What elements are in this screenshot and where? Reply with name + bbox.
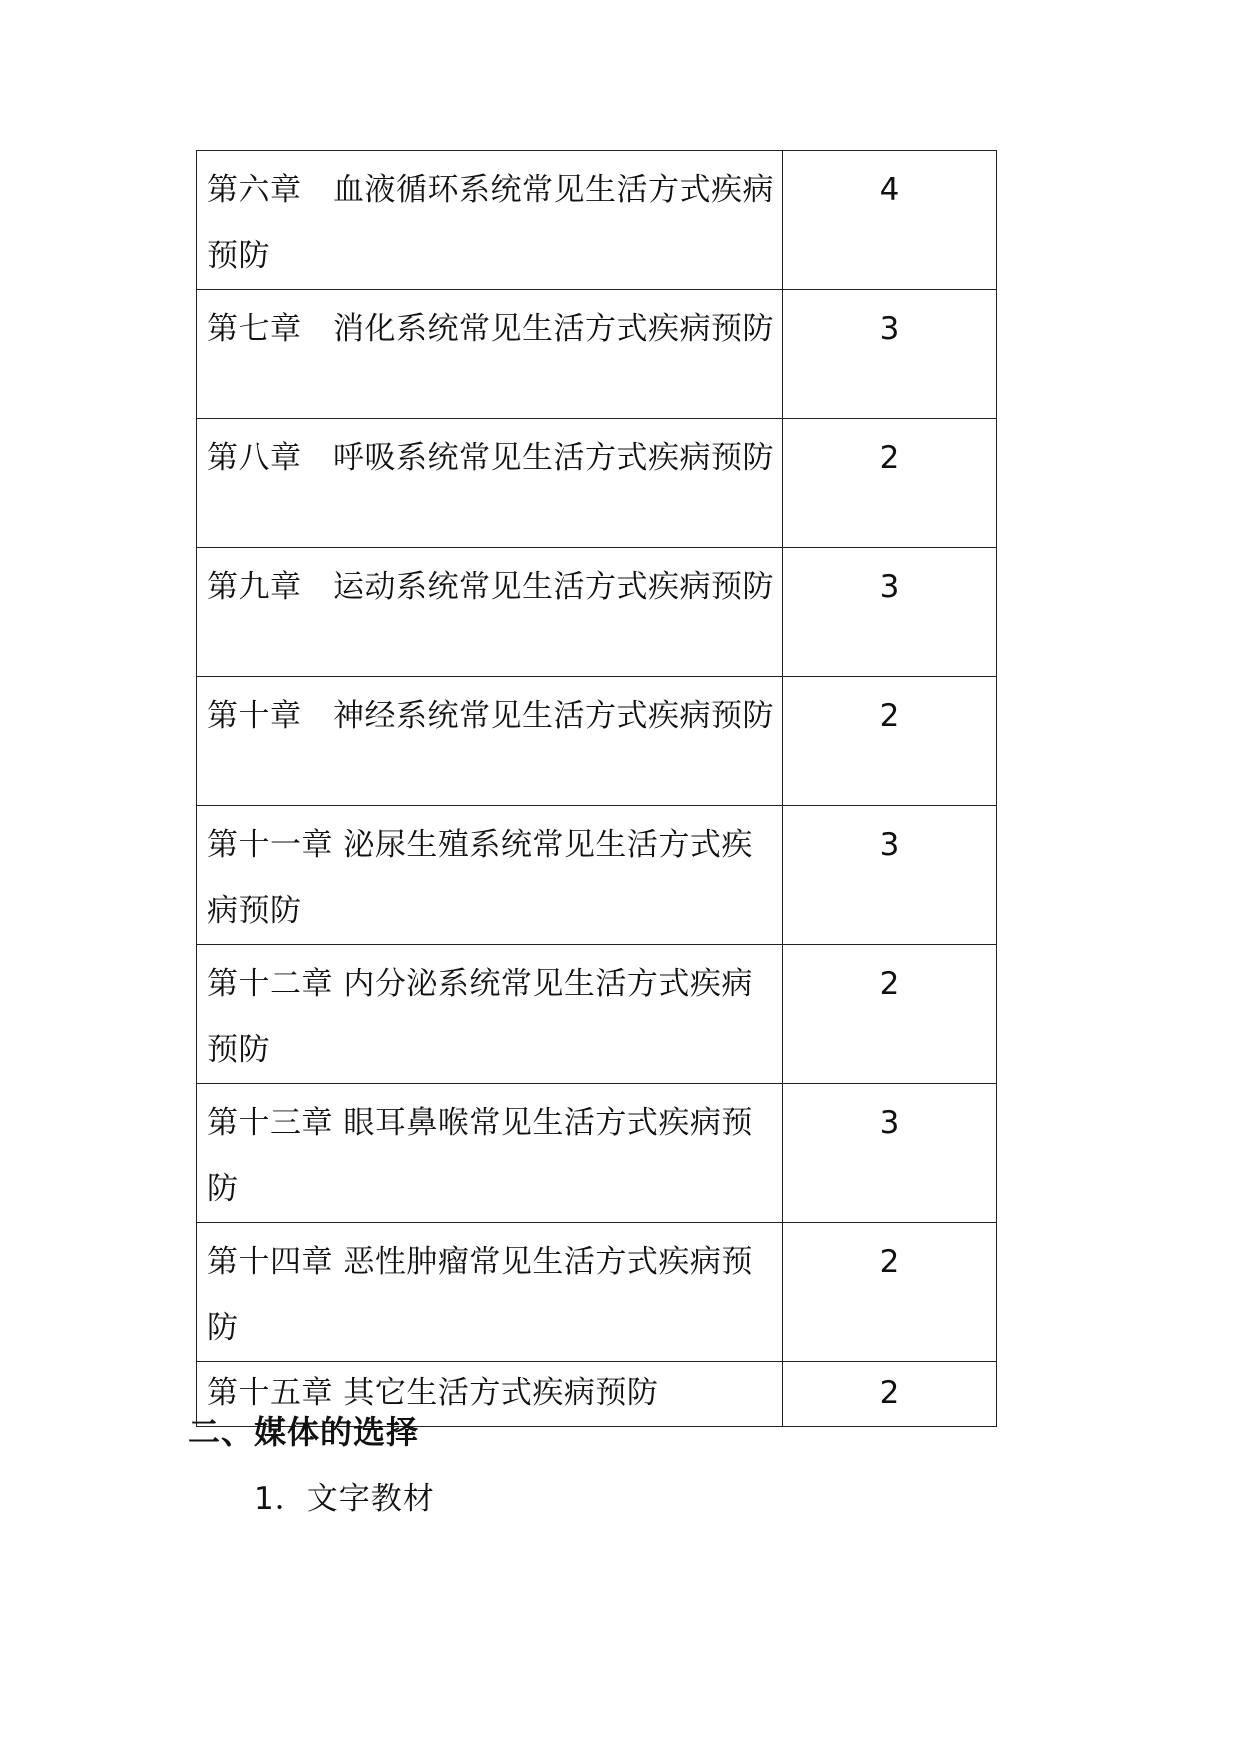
hours-cell: 2 <box>783 677 997 806</box>
chapter-title: 眼耳鼻喉常见生活方式疾病预防 <box>207 1105 753 1207</box>
chapter-number: 第九章 <box>207 569 302 605</box>
table-row <box>197 945 997 1084</box>
chapter-number: 第七章 <box>207 311 302 347</box>
table-row <box>197 548 997 677</box>
section-heading: 二、媒体的选择 <box>188 1413 420 1451</box>
hours-cell: 2 <box>783 1223 997 1362</box>
chapter-cell <box>197 290 783 419</box>
chapter-number: 第十二章 <box>207 966 333 1002</box>
chapter-number: 第六章 <box>207 172 302 208</box>
chapter-title: 内分泌系统常见生活方式疾病预防 <box>207 966 753 1068</box>
chapter-title: 血液循环系统常见生活方式疾病预防 <box>207 172 774 274</box>
list-item: 1．文字教材 <box>254 1481 435 1517</box>
chapter-number: 第十四章 <box>207 1244 333 1280</box>
chapter-number: 第八章 <box>207 440 302 476</box>
table-row <box>197 151 997 290</box>
hours-cell: 3 <box>783 1084 997 1223</box>
hours-cell: 4 <box>783 151 997 290</box>
chapter-cell <box>197 806 783 945</box>
chapter-number: 第十五章 <box>207 1375 333 1411</box>
table-row <box>197 1223 997 1362</box>
hours-cell: 2 <box>783 419 997 548</box>
hours-cell: 3 <box>783 290 997 419</box>
table-row <box>197 806 997 945</box>
hours-cell: 2 <box>783 945 997 1084</box>
chapter-title: 神经系统常见生活方式疾病预防 <box>333 698 774 734</box>
chapter-title: 恶性肿瘤常见生活方式疾病预防 <box>207 1244 753 1346</box>
chapter-cell <box>197 548 783 677</box>
hours-cell: 2 <box>783 1362 997 1427</box>
chapter-cell <box>197 151 783 290</box>
table-row <box>197 419 997 548</box>
hours-cell: 3 <box>783 548 997 677</box>
chapter-title: 消化系统常见生活方式疾病预防 <box>333 311 774 347</box>
chapter-hours-table <box>196 150 997 1427</box>
chapter-cell <box>197 1084 783 1223</box>
chapter-title: 运动系统常见生活方式疾病预防 <box>333 569 774 605</box>
table-row <box>197 290 997 419</box>
chapter-title: 呼吸系统常见生活方式疾病预防 <box>333 440 774 476</box>
chapter-cell <box>197 1223 783 1362</box>
chapter-title: 其它生活方式疾病预防 <box>343 1375 659 1411</box>
table-row <box>197 677 997 806</box>
chapter-title: 泌尿生殖系统常见生活方式疾病预防 <box>207 827 753 929</box>
hours-cell: 3 <box>783 806 997 945</box>
chapter-number: 第十一章 <box>207 827 333 863</box>
table-row <box>197 1084 997 1223</box>
chapter-cell <box>197 945 783 1084</box>
chapter-number: 第十章 <box>207 698 302 734</box>
chapter-cell <box>197 419 783 548</box>
chapter-number: 第十三章 <box>207 1105 333 1141</box>
chapter-cell <box>197 677 783 806</box>
